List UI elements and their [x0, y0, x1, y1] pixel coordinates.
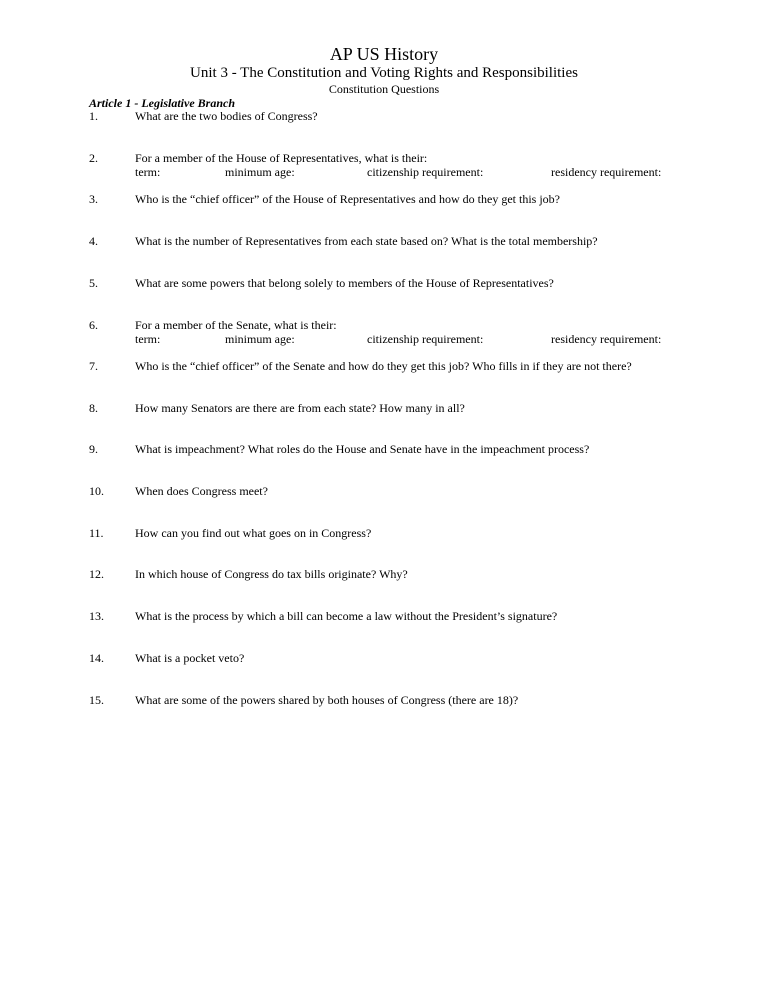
unit-title: Unit 3 - The Constitution and Voting Rights and Responsibilities — [190, 65, 578, 81]
question-text: What is the number of Representatives from each state based on? What is the total membership? — [135, 234, 598, 248]
question-text: What is impeachment? What roles do the House and Senate have in the impeachment process? — [135, 442, 590, 456]
question-number: 2. — [89, 151, 98, 165]
question-number: 10. — [89, 484, 104, 498]
residency-requirement-label: residency requirement: — [551, 332, 662, 346]
question-text: How many Senators are there are from each state? How many in all? — [135, 401, 465, 415]
page-title: AP US History — [329, 44, 439, 64]
question-number: 3. — [89, 192, 98, 206]
question-text: How can you find out what goes on in Congress? — [135, 526, 372, 540]
minimum-age-label: minimum age: — [225, 165, 295, 179]
question-text: In which house of Congress do tax bills originate? Why? — [135, 567, 408, 581]
page-subtitle: Constitution Questions — [328, 82, 440, 96]
question-text: What is a pocket veto? — [135, 651, 245, 665]
question-number: 5. — [89, 276, 98, 290]
term-label: term: — [135, 332, 161, 346]
question-number: 13. — [89, 609, 104, 623]
question-number: 9. — [89, 442, 98, 456]
section-heading: Article 1 - Legislative Branch — [89, 96, 235, 110]
question-text: For a member of the House of Representatives, what is their: — [135, 151, 428, 165]
question-text: What is the process by which a bill can become a law without the President’s signature? — [135, 609, 558, 623]
question-text: What are some powers that belong solely to members of the House of Representatives? — [135, 276, 554, 290]
question-number: 12. — [89, 567, 104, 581]
question-number: 14. — [89, 651, 104, 665]
citizenship-requirement-label: citizenship requirement: — [367, 332, 484, 346]
question-number: 7. — [89, 359, 98, 373]
question-text: Who is the “chief officer” of the House of Representatives and how do they get this job? — [135, 192, 560, 206]
question-text: When does Congress meet? — [135, 484, 268, 498]
question-number: 4. — [89, 234, 98, 248]
minimum-age-label: minimum age: — [225, 332, 295, 346]
question-number: 1. — [89, 109, 98, 123]
question-text: For a member of the Senate, what is their: — [135, 318, 337, 332]
question-text: What are some of the powers shared by both houses of Congress (there are 18)? — [135, 693, 519, 707]
question-text: What are the two bodies of Congress? — [135, 109, 318, 123]
question-text: Who is the “chief officer” of the Senate and how do they get this job? Who fills in if they are not there? — [135, 359, 632, 373]
term-label: term: — [135, 165, 161, 179]
residency-requirement-label: residency requirement: — [551, 165, 662, 179]
citizenship-requirement-label: citizenship requirement: — [367, 165, 484, 179]
question-number: 11. — [89, 526, 104, 540]
question-number: 15. — [89, 693, 104, 707]
question-number: 8. — [89, 401, 98, 415]
question-number: 6. — [89, 318, 98, 332]
